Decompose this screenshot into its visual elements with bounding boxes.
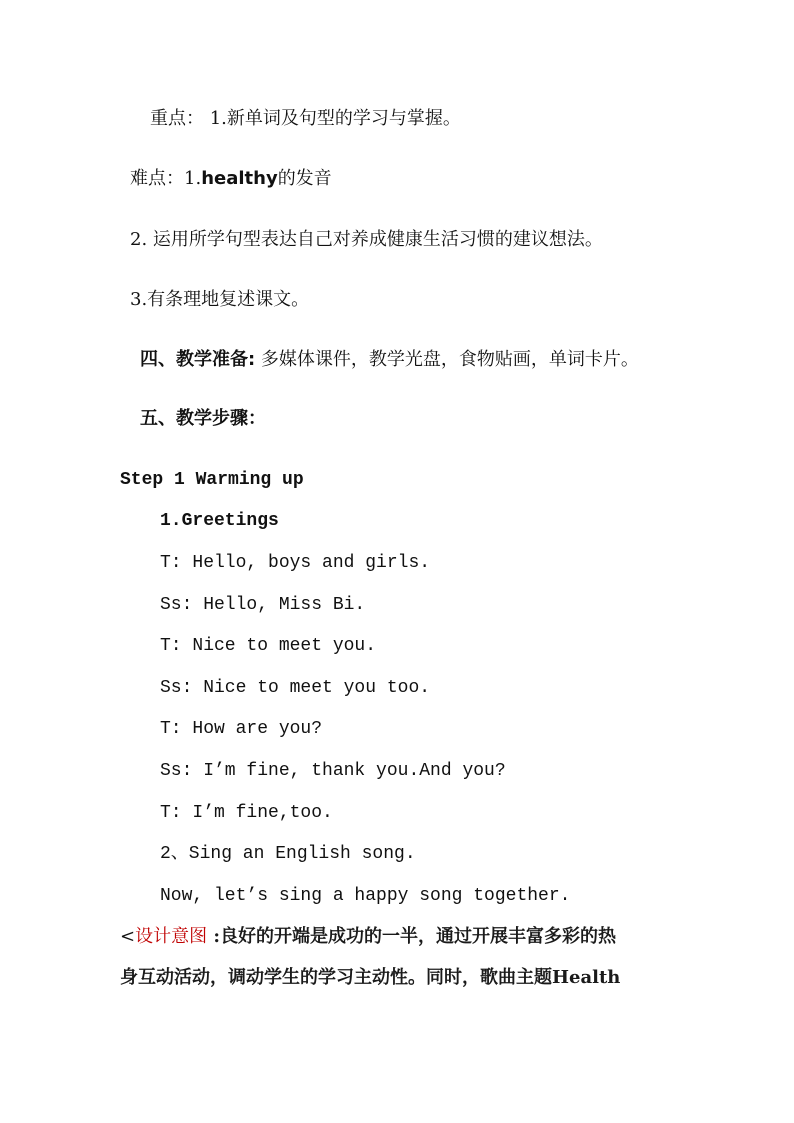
section-4-heading: 四、教学准备: <box>140 349 256 370</box>
section-4-line <box>140 351 639 369</box>
design-intent-text-1: :良好的开端是成功的一半，通过开展丰富多彩的热 <box>207 926 617 947</box>
difficult-suffix: 的发音 <box>277 168 332 189</box>
step-1-title: Step 1 Warming up <box>120 470 304 490</box>
design-intent-line-2: 身互动活动，调动学生的学习主动性。同时，歌曲主题Health <box>120 967 621 988</box>
objective-point-3: 3.有条理地复述课文。 <box>130 289 310 310</box>
design-intent-line-1 <box>120 928 616 946</box>
difficult-word: healthy <box>201 168 278 189</box>
dialogue-line: T: Nice to meet you. <box>160 636 377 656</box>
design-intent-label: 设计意图 <box>135 926 208 947</box>
key-points-line: 重点： 1.新单词及句型的学习与掌握。 <box>150 108 461 129</box>
dialogue-line: T: Hello, boys and girls. <box>160 553 431 573</box>
dialogue-line: T: How are you? <box>160 719 323 739</box>
dialogue-line: T: I’m fine,too. <box>160 803 333 823</box>
dialogue-line: Ss: Nice to meet you too. <box>160 678 431 698</box>
dialogue-line: Ss: Hello, Miss Bi. <box>160 595 366 615</box>
difficult-points-line <box>130 170 332 188</box>
song-line: Now, let’s sing a happy song together. <box>160 886 571 906</box>
dialogue-line: Ss: I’m fine, thank you.And you? <box>160 761 506 781</box>
section-5-heading: 五、教学步骤： <box>140 408 266 429</box>
song-title: 2、Sing an English song. <box>160 844 416 864</box>
difficult-prefix: 难点：1. <box>130 168 202 189</box>
objective-point-2: 2. 运用所学句型表达自己对养成健康生活习惯的建议想法。 <box>130 229 603 250</box>
greetings-title: 1.Greetings <box>160 511 279 531</box>
design-intent-bracket: < <box>120 926 136 947</box>
section-4-content: 多媒体课件，教学光盘，食物贴画，单词卡片。 <box>255 349 639 370</box>
